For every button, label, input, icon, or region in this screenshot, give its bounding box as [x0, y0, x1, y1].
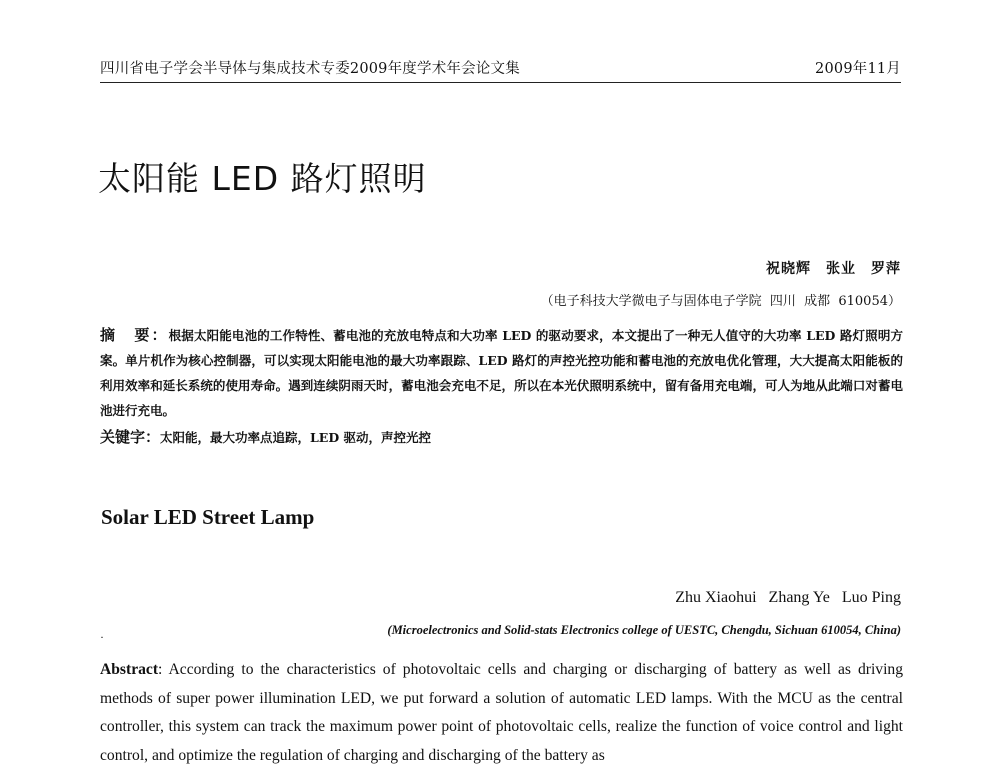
running-header — [100, 57, 901, 83]
abstract-cn — [100, 323, 903, 423]
abstract-en-text: : According to the characteristics of photovoltaic cells and charging or discharging of battery as well as driving methods of super power illumination LED, we put forward a solution of automatic LED lamps. With the MCU as the central controller, this system can track the maximum power point of photovoltaic cells, realize the function of voice control and light control, and optimize the regulation of charging and discharging of the battery as — [100, 661, 903, 765]
authors-cn: 祝晓辉 张业 罗萍 — [766, 261, 901, 277]
proceedings-title: 四川省电子学会半导体与集成技术专委2009年度学术年会论文集 — [100, 61, 520, 77]
authors-en: Zhu Xiaohui Zhang Ye Luo Ping — [675, 589, 901, 606]
affiliation-en: (Microelectronics and Solid-stats Electronics college of UESTC, Chengdu, Sichuan 610054, China) — [387, 623, 901, 637]
keywords-cn-label: 关键字： — [100, 428, 161, 446]
affiliation-cn: （电子科技大学微电子与固体电子学院 四川 成都 610054） — [540, 294, 901, 309]
stray-mark: · — [100, 630, 104, 644]
keywords-cn-text: 太阳能，最大功率点追踪，LED 驱动，声控光控 — [160, 430, 432, 445]
abstract-cn-text: 根据太阳能电池的工作特性、蓄电池的充放电特点和大功率 LED 的驱动要求，本文提出了一种无人值守的大功率 LED 路灯照明方案。单片机作为核心控制器，可以实现太阳能电池的最大功率跟踪、LED 路灯的声控光控功能和蓄电池的充放电优化管理，大大提高太阳能板的利用效率和延长系统的使用寿命。遇到连续阴雨天时，蓄电池会充电不足，所以在本光伏照明系统中，留有备用充电端，可人为地从此端口对蓄电池进行充电。 — [100, 328, 903, 418]
header-date: 2009年11月 — [815, 61, 901, 77]
keywords-cn — [100, 427, 900, 448]
abstract-cn-label: 摘 要： — [100, 326, 169, 344]
paper-title-en: Solar LED Street Lamp — [101, 505, 315, 529]
abstract-en-label: Abstract — [100, 661, 159, 678]
abstract-en — [100, 656, 903, 771]
paper-title-cn: 太阳能 LED 路灯照明 — [98, 159, 427, 198]
